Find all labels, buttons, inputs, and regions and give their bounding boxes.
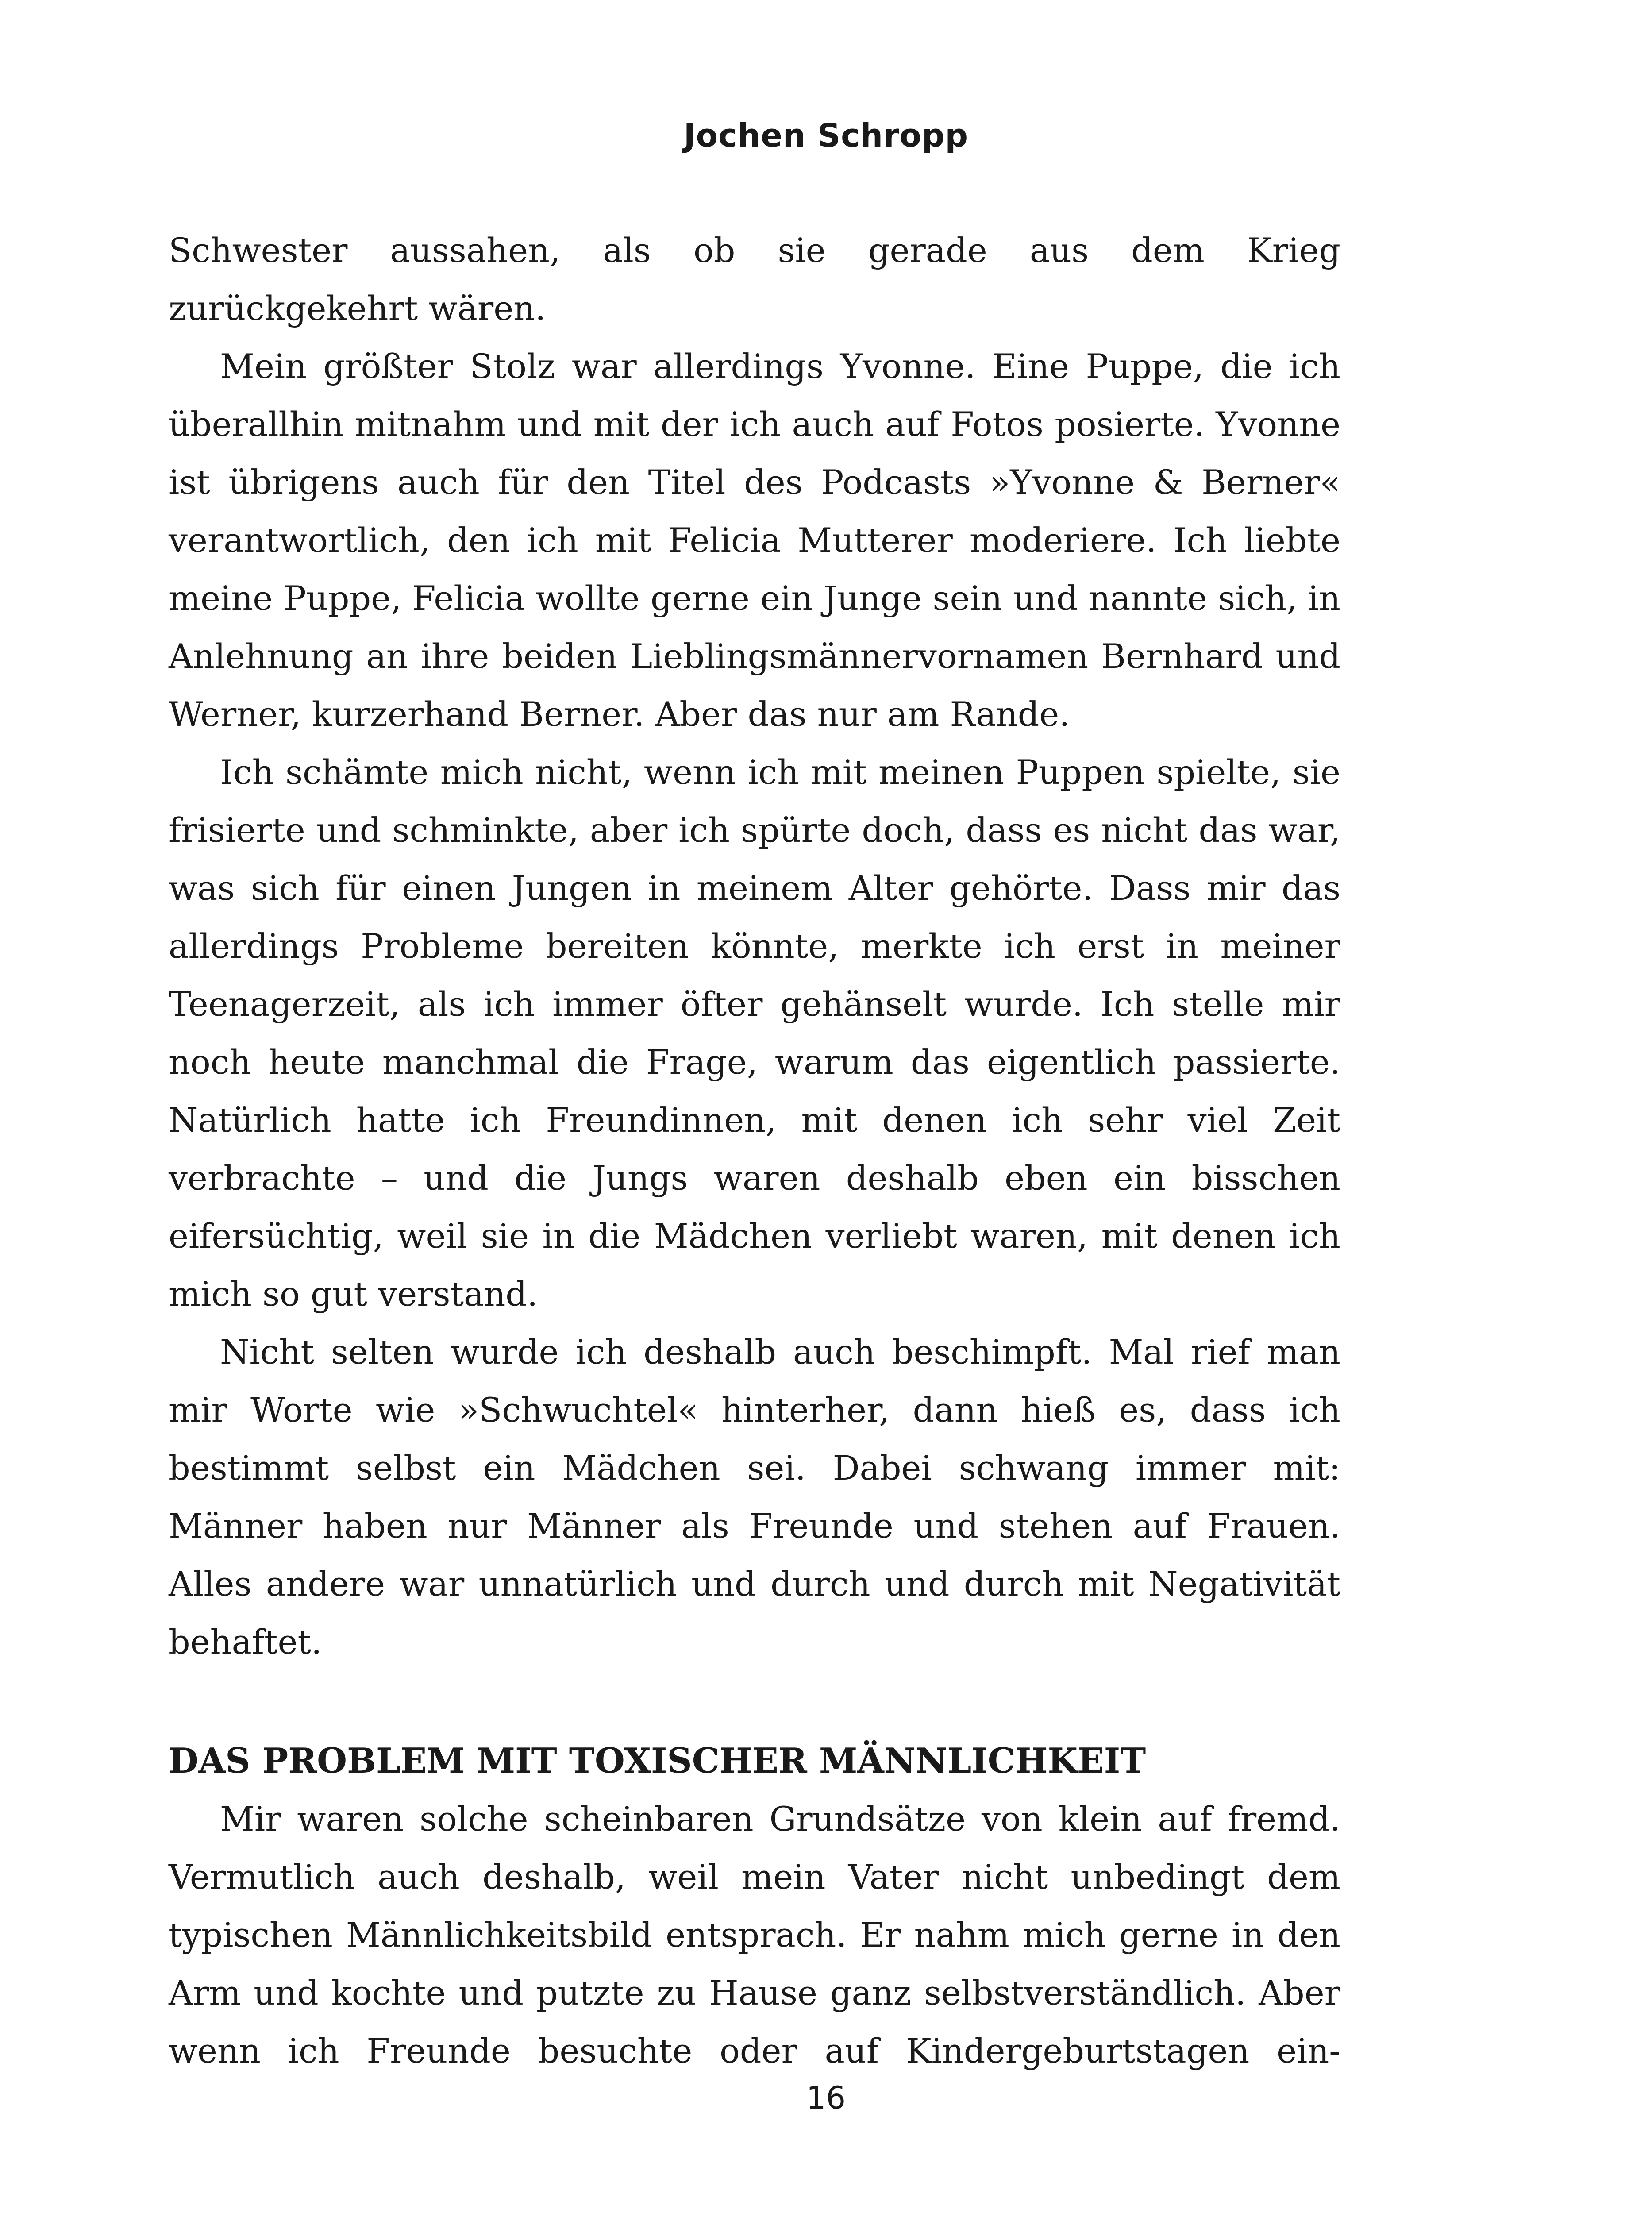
paragraph-4: Nicht selten wurde ich deshalb auch beschimpft. Mal rief man mir Worte wie »Schwuchtel« hinterher, dann hieß es, dass ich bestimmt selbst ein Mädchen sei. Dabei schwang immer mit: Männer haben nur Männer als Freunde und stehen auf Frauen. Alles andere war unnatürlich und durch und durch mit Negativität behaftet. bbox=[169, 1332, 1340, 1662]
section-heading: DAS PROBLEM MIT TOXISCHER MÄNNLICHKEIT bbox=[169, 1741, 1146, 1781]
paragraph-1: Schwester aussahen, als ob sie gerade aus dem Krieg zurückgekehrt wären. bbox=[169, 231, 1340, 328]
paragraph-5: Mir waren solche scheinbaren Grundsätze von klein auf fremd. Vermutlich auch deshalb, weil mein Vater nicht unbedingt dem typischen Männlichkeitsbild entsprach. Er nahm mich gerne in den Arm und kochte und putzte zu Hause ganz selbstverständlich. Aber wenn ich Freunde besuchte oder auf Kindergeburtstagen ein- bbox=[169, 1799, 1340, 2070]
paragraph-3: Ich schämte mich nicht, wenn ich mit meinen Puppen spielte, sie frisierte und schminkte, aber ich spürte doch, dass es nicht das war, was sich für einen Jungen in meinem Alter gehörte. Dass mir das allerdings Probleme bereiten könnte, merkte ich erst in meiner Teenagerzeit, als ich immer öfter gehänselt wurde. Ich stelle mir noch heute manchmal die Frage, warum das eigentlich passierte. Natürlich hatte ich Freundinnen, mit denen ich sehr viel Zeit verbrachte – und die Jungs waren deshalb eben ein bisschen eifersüchtig, weil sie in die Mädchen verliebt waren, mit denen ich mich so gut verstand. bbox=[169, 752, 1340, 1314]
paragraph-2: Mein größter Stolz war allerdings Yvonne. Eine Puppe, die ich überallhin mitnahm und mit der ich auch auf Fotos posierte. Yvonne ist übrigens auch für den Titel des Podcasts »Yvonne & Berner« verantwortlich, den ich mit Felicia Mutterer moderiere. Ich liebte meine Puppe, Felicia wollte gerne ein Junge sein und nannte sich, in Anlehnung an ihre beiden Lieblingsmännervornamen Bernhard und Werner, kurzerhand Berner. Aber das nur am Rande. bbox=[169, 347, 1340, 734]
running-head-author: Jochen Schropp bbox=[683, 117, 969, 154]
page-number: 16 bbox=[806, 2080, 846, 2116]
body-text bbox=[169, 221, 1340, 2080]
